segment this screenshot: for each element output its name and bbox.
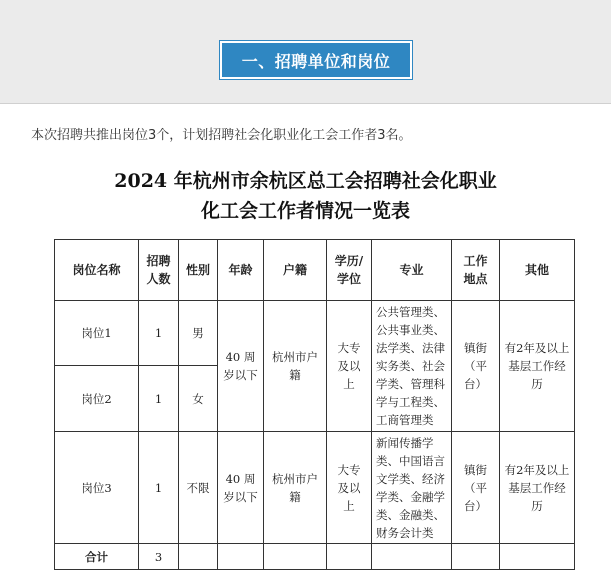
header-hukou: 户籍 — [264, 240, 327, 301]
header-gender: 性别 — [179, 240, 218, 301]
age-cell: 40 周岁以下 — [218, 432, 264, 544]
age-cell: 40 周岁以下 — [218, 301, 264, 432]
total-value: 3 — [139, 544, 179, 570]
empty-cell — [452, 544, 500, 570]
doc-title-line1: 2024 年杭州市余杭区总工会招聘社会化职业 — [114, 170, 497, 192]
total-label: 合计 — [55, 544, 139, 570]
position-cell: 岗位2 — [55, 366, 139, 432]
table-header-row — [55, 240, 575, 301]
doc-title-line2: 化工会工作者情况一览表 — [200, 200, 410, 222]
other-cell: 有2年及以上基层工作经历 — [500, 301, 575, 432]
education-cell: 大专及以上 — [327, 301, 372, 432]
header-age: 年龄 — [218, 240, 264, 301]
empty-cell — [327, 544, 372, 570]
empty-cell — [500, 544, 575, 570]
header-workplace: 工作地点 — [452, 240, 500, 301]
empty-cell — [179, 544, 218, 570]
header-major: 专业 — [372, 240, 452, 301]
header-education: 学历/学位 — [327, 240, 372, 301]
recruit-cell: 1 — [139, 366, 179, 432]
section-title: 一、招聘单位和岗位 — [220, 41, 412, 79]
gender-cell: 女 — [179, 366, 218, 432]
table-row — [55, 301, 575, 366]
gender-cell: 男 — [179, 301, 218, 366]
intro-text: 本次招聘共推出岗位3个，计划招聘社会化职业化工会工作者3名。 — [31, 128, 412, 143]
recruit-cell: 1 — [139, 301, 179, 366]
other-cell: 有2年及以上基层工作经历 — [500, 432, 575, 544]
table-row — [55, 432, 575, 544]
workplace-cell: 镇街（平台） — [452, 301, 500, 432]
hukou-cell: 杭州市户籍 — [264, 301, 327, 432]
workplace-cell: 镇街（平台） — [452, 432, 500, 544]
position-cell: 岗位3 — [55, 432, 139, 544]
position-cell: 岗位1 — [55, 301, 139, 366]
header-recruit: 招聘人数 — [139, 240, 179, 301]
hukou-cell: 杭州市户籍 — [264, 432, 327, 544]
header-other: 其他 — [500, 240, 575, 301]
education-cell: 大专及以上 — [327, 432, 372, 544]
major-cell: 公共管理类、公共事业类、法学类、法律实务类、社会学类、管理科学与工程类、工商管理类 — [372, 301, 452, 432]
empty-cell — [218, 544, 264, 570]
total-row — [55, 544, 575, 570]
gender-cell: 不限 — [179, 432, 218, 544]
recruitment-table — [54, 239, 575, 570]
recruit-cell: 1 — [139, 432, 179, 544]
header-position: 岗位名称 — [55, 240, 139, 301]
empty-cell — [264, 544, 327, 570]
major-cell: 新闻传播学类、中国语言文学类、经济学类、金融学类、金融类、财务会计类 — [372, 432, 452, 544]
empty-cell — [372, 544, 452, 570]
